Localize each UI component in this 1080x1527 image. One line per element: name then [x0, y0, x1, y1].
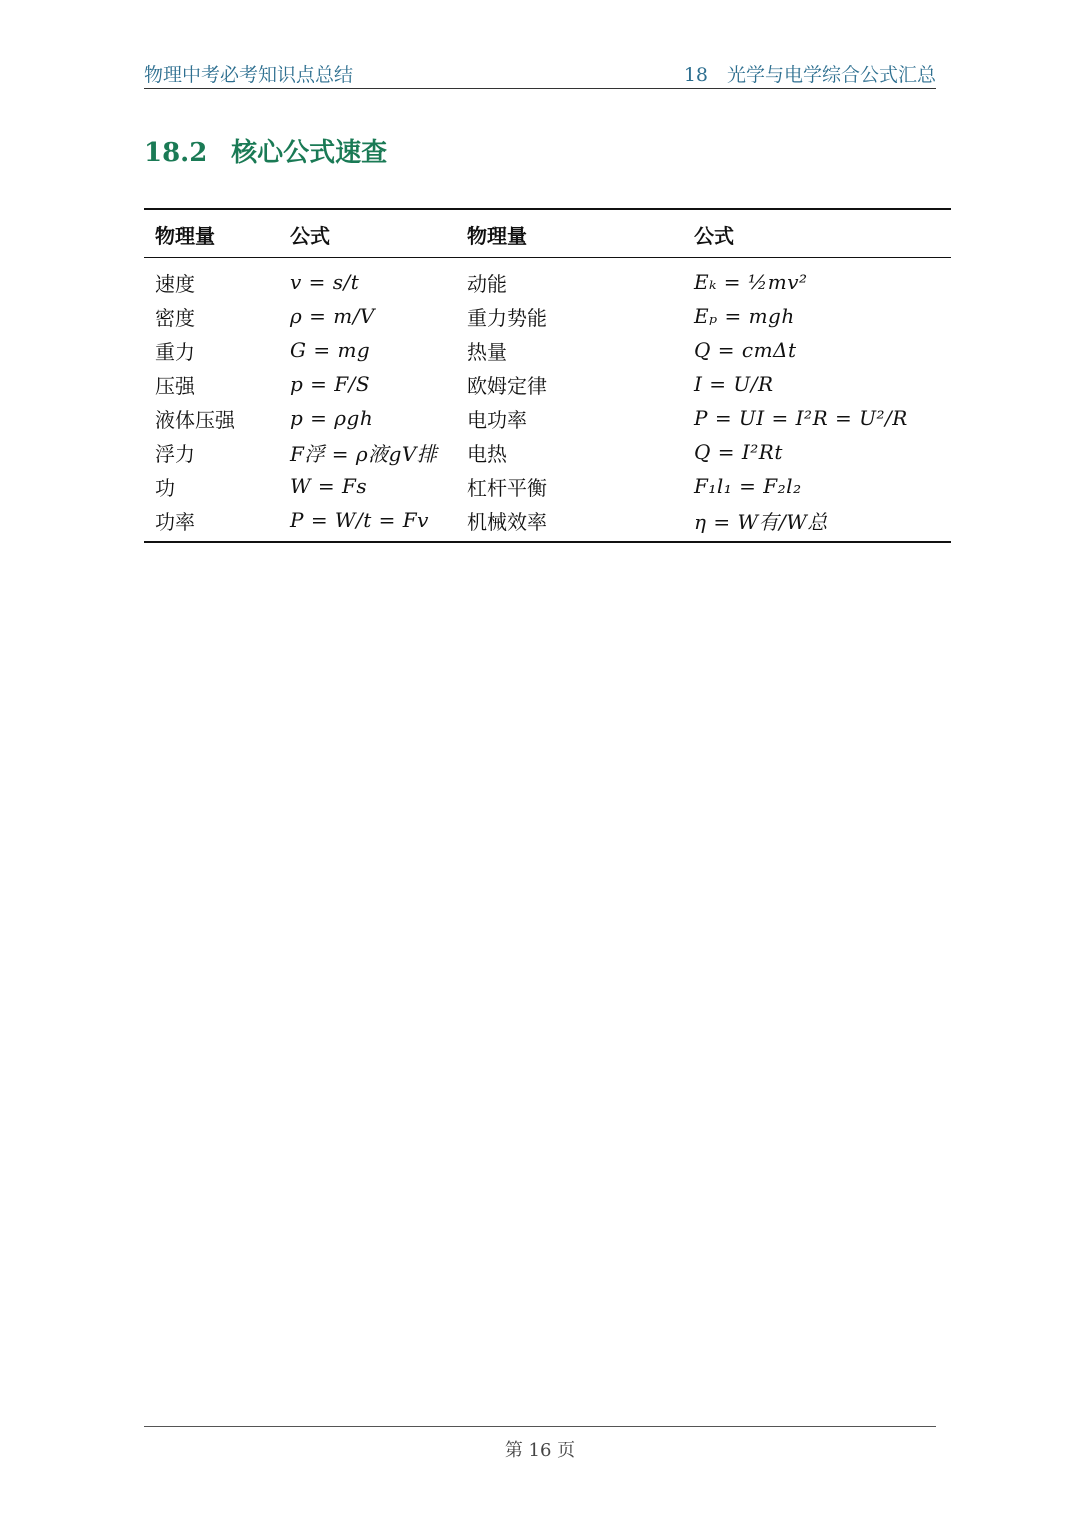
formula-cell: W = Fs — [290, 474, 368, 498]
table-row — [144, 258, 951, 300]
quantity-cell: 速度 — [155, 271, 195, 296]
section-title: 核心公式速查 — [231, 138, 388, 168]
quantity-cell: 杠杆平衡 — [467, 475, 547, 500]
formula-cell: I = U/R — [694, 372, 774, 396]
quantity-cell: 压强 — [155, 373, 195, 398]
quantity-cell: 电功率 — [467, 407, 527, 432]
table-row — [144, 503, 951, 542]
table-header-row — [144, 209, 951, 258]
header-chapter-title: 18 光学与电学综合公式汇总 — [683, 64, 936, 86]
quantity-cell: 欧姆定律 — [467, 373, 547, 398]
formula-cell: F₁l₁ = F₂l₂ — [694, 474, 802, 498]
running-header — [144, 58, 936, 89]
formula-cell: p = ρgh — [290, 406, 374, 430]
quantity-cell: 电热 — [467, 441, 507, 466]
section-heading — [144, 132, 387, 169]
formula-cell: v = s/t — [290, 270, 360, 294]
formula-cell: G = mg — [290, 338, 371, 362]
formula-cell: p = F/S — [290, 372, 371, 396]
formula-cell: P = UI = I²R = U²/R — [694, 406, 908, 430]
header-book-title: 物理中考必考知识点总结 — [144, 64, 354, 86]
table-row — [144, 401, 951, 435]
formula-cell: Q = cmΔt — [694, 338, 797, 362]
footer-rule — [144, 1426, 936, 1427]
quantity-cell: 动能 — [467, 271, 507, 296]
column-header-formula: 公式 — [279, 209, 456, 258]
page-number: 第 16 页 — [504, 1440, 576, 1461]
formula-cell: F浮 = ρ液gV排 — [290, 441, 438, 466]
quantity-cell: 机械效率 — [456, 503, 683, 542]
table-row — [144, 469, 951, 503]
formula-cell: Eₖ = ½mv² — [694, 270, 808, 294]
quantity-cell: 液体压强 — [155, 407, 235, 432]
column-header-quantity: 物理量 — [456, 209, 683, 258]
table-row — [144, 435, 951, 469]
quantity-cell: 功率 — [144, 503, 279, 542]
table-row — [144, 333, 951, 367]
formula-cell: ρ = m/V — [290, 304, 375, 328]
quantity-cell: 重力势能 — [467, 305, 547, 330]
quantity-cell: 功 — [155, 475, 175, 500]
formula-cell: η = W有/W总 — [683, 503, 951, 542]
quantity-cell: 重力 — [155, 339, 195, 364]
table-row — [144, 299, 951, 333]
quantity-cell: 浮力 — [155, 441, 195, 466]
quantity-cell: 密度 — [155, 305, 195, 330]
column-header-quantity: 物理量 — [144, 209, 279, 258]
column-header-formula: 公式 — [683, 209, 951, 258]
formula-cell: Eₚ = mgh — [694, 304, 795, 328]
formula-cell: Q = I²Rt — [694, 440, 783, 464]
formula-table — [144, 208, 951, 543]
section-number: 18.2 — [144, 138, 208, 168]
table-row — [144, 367, 951, 401]
formula-cell: P = W/t = Fv — [279, 503, 456, 542]
quantity-cell: 热量 — [467, 339, 507, 364]
